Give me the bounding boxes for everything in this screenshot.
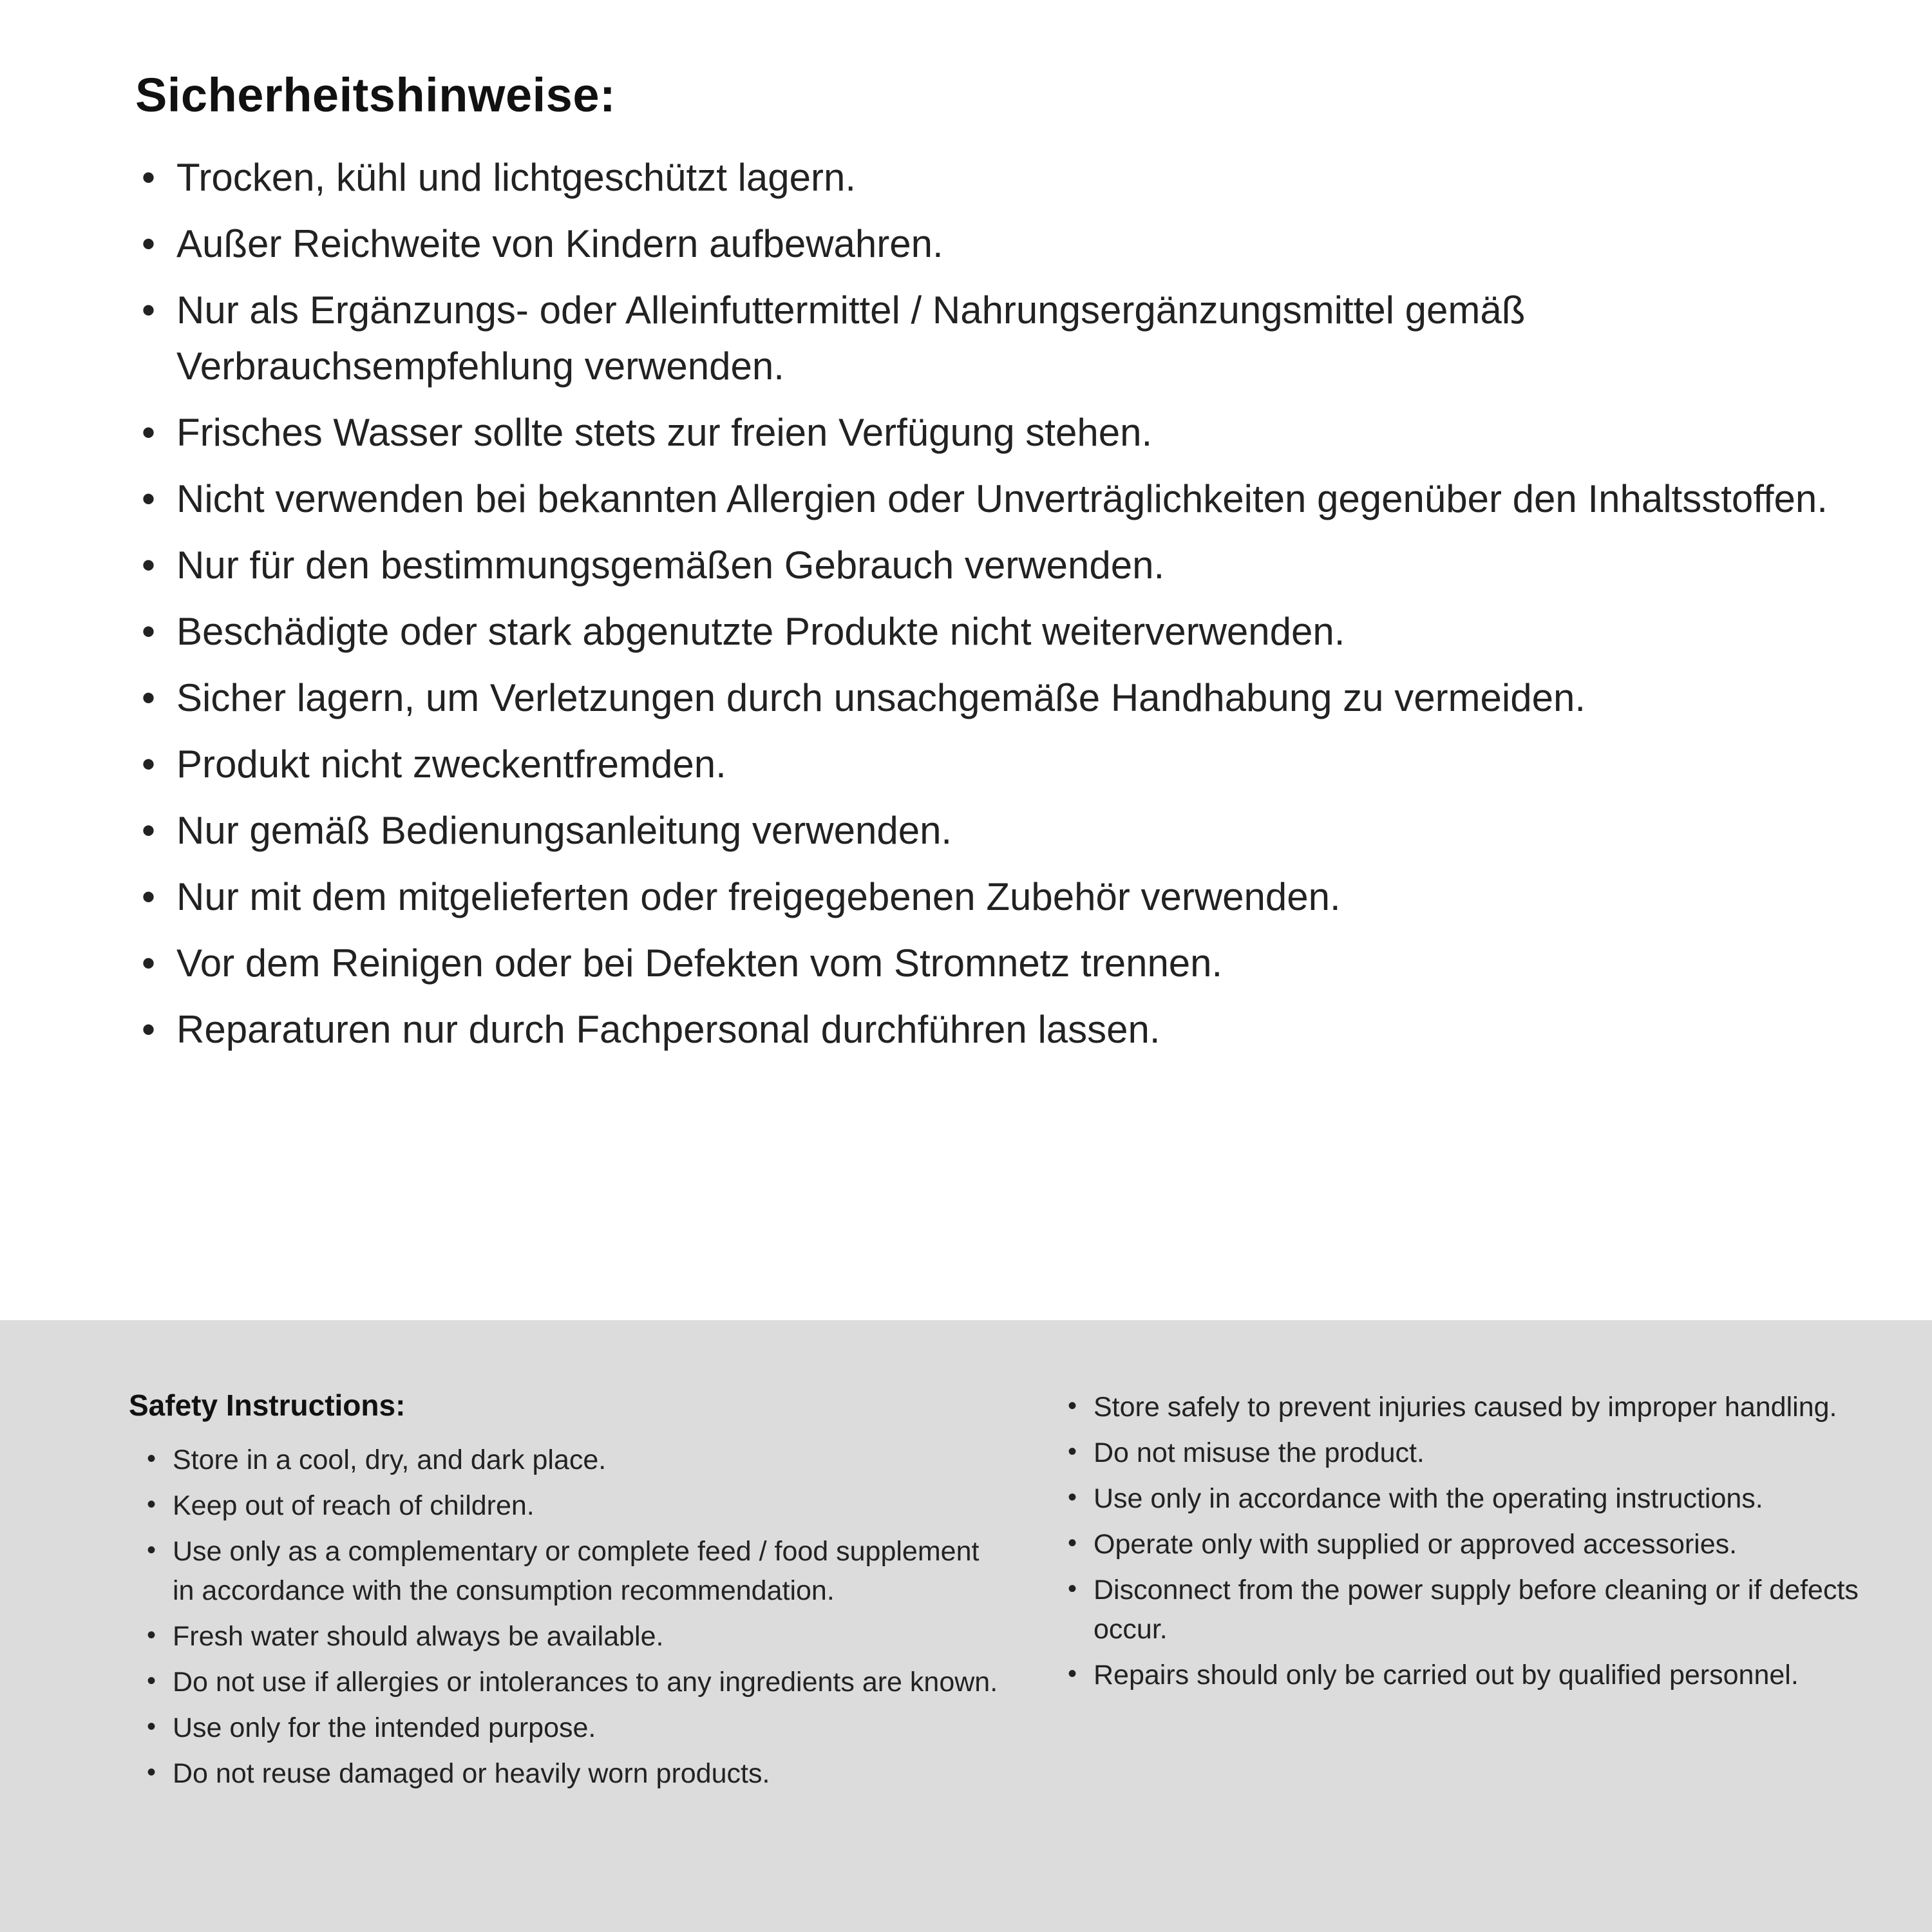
list-item: • Fresh water should always be available. — [144, 1617, 1005, 1656]
list-item: • Do not use if allergies or intolerances to any ingredients are known. — [144, 1663, 1005, 1702]
list-item: • Nicht verwenden bei bekannten Allergien oder Unverträglichkeiten gegenüber den Inhaltsstoffen. — [135, 471, 1835, 527]
list-item: • Use only as a complementary or complete feed / food supplement in accordance with the consumption recommendation. — [144, 1532, 1005, 1611]
english-columns — [129, 1388, 1859, 1800]
list-item: • Disconnect from the power supply before cleaning or if defects occur. — [1065, 1571, 1880, 1649]
list-item: • Store in a cool, dry, and dark place. — [144, 1441, 1005, 1480]
german-section-title: Sicherheitshinweise: — [135, 68, 616, 122]
list-item: • Store safely to prevent injuries caused by improper handling. — [1065, 1388, 1880, 1427]
list-item: • Nur mit dem mitgelieferten oder freigegebenen Zubehör verwenden. — [135, 869, 1835, 925]
german-safety-list — [135, 149, 1835, 1057]
list-item: • Nur als Ergänzungs- oder Alleinfuttermittel / Nahrungsergänzungsmittel gemäß Verbrauchsempfehlung verwenden. — [135, 282, 1835, 394]
list-item: • Nur für den bestimmungsgemäßen Gebrauch verwenden. — [135, 537, 1835, 593]
list-item: • Frisches Wasser sollte stets zur freien Verfügung stehen. — [135, 404, 1835, 460]
list-item: • Trocken, kühl und lichtgeschützt lagern. — [135, 149, 1835, 205]
english-right-column — [1050, 1388, 1880, 1800]
english-section-title: Safety Instructions: — [129, 1388, 406, 1422]
list-item: • Sicher lagern, um Verletzungen durch unsachgemäße Handhabung zu vermeiden. — [135, 670, 1835, 726]
english-safety-list-left — [129, 1441, 1005, 1794]
list-item: • Produkt nicht zweckentfremden. — [135, 736, 1835, 792]
english-left-column — [129, 1388, 1005, 1800]
list-item: • Do not reuse damaged or heavily worn products. — [144, 1754, 1005, 1794]
list-item: • Operate only with supplied or approved accessories. — [1065, 1525, 1880, 1564]
list-item: • Beschädigte oder stark abgenutzte Produkte nicht weiterverwenden. — [135, 603, 1835, 659]
list-item: • Außer Reichweite von Kindern aufbewahren. — [135, 216, 1835, 272]
english-safety-list-right — [1050, 1388, 1880, 1695]
list-item: • Do not misuse the product. — [1065, 1434, 1880, 1473]
english-safety-section — [0, 1320, 1932, 1932]
list-item: • Keep out of reach of children. — [144, 1486, 1005, 1526]
list-item: • Reparaturen nur durch Fachpersonal durchführen lassen. — [135, 1001, 1835, 1057]
list-item: • Nur gemäß Bedienungsanleitung verwenden. — [135, 802, 1835, 858]
list-item: • Use only in accordance with the operating instructions. — [1065, 1479, 1880, 1519]
list-item: • Vor dem Reinigen oder bei Defekten vom Stromnetz trennen. — [135, 935, 1835, 991]
list-item: • Use only for the intended purpose. — [144, 1709, 1005, 1748]
list-item: • Repairs should only be carried out by qualified personnel. — [1065, 1656, 1880, 1695]
